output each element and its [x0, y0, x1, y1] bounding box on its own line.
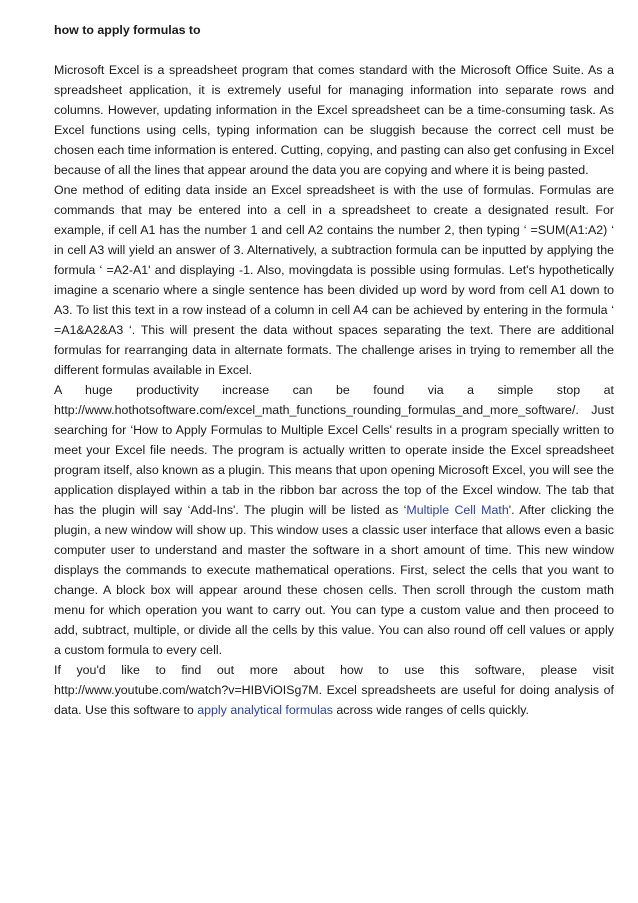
paragraph-plugin: [54, 380, 614, 660]
paragraph-intro: Microsoft Excel is a spreadsheet program that comes standard with the Microsoft Office Suite. As a spreadsheet application, it is extremely useful for managing information into separate rows and columns. However, updating information in the Excel spreadsheet can be a time-consuming task. As Excel functions using cells, typing information can be sluggish because the correct cell must be chosen each time information is entered. Cutting, copying, and pasting can also get confusing in Excel because of all the lines that appear around the data you are copying and where it is being pasted.: [54, 63, 614, 177]
closing-text-before: If you'd like to find out more about how to use this software, please visit http://www.youtube.com/watch?v=HIBViOISg7M. Excel spreadsheets are useful for doing analysis of data. Use this software to: [54, 663, 614, 717]
plugin-text-after: '. After clicking the plugin, a new window will show up. This window uses a classic user interface that allows even a basic computer user to understand and master the software in a short amount of time. This new window displays the commands to execute mathematical operations. First, select the cells that you want to change. A block box will appear around these chosen cells. Then scroll through the custom math menu for which operation you want to carry out. You can type a custom value and then proceed to add, subtract, multiple, or divide all the cells by this value. You can also round off cell values or apply a custom formula to every cell.: [54, 503, 614, 657]
document-page: [54, 20, 614, 720]
plugin-text-before: A huge productivity increase can be found via a simple stop at http://www.hothotsoftware.com/excel_math_functions_rounding_formulas_and_more_software/. Just searching for ‘How to Apply Formulas to Multiple Excel Cells' results in a program specially written to meet your Excel file needs. The program is actually written to operate inside the Excel spreadsheet program itself, also known as a plugin. This means that upon opening Microsoft Excel, you will see the application displayed within a tab in the ribbon bar across the top of the Excel window. The tab that has the plugin will say ‘Add-Ins'. The plugin will be listed as ‘: [54, 383, 614, 517]
closing-text-after: across wide ranges of cells quickly.: [332, 703, 529, 717]
paragraph-closing: [54, 660, 614, 720]
document-title: how to apply formulas to: [54, 23, 201, 37]
apply-analytical-formulas-link[interactable]: apply analytical formulas: [197, 703, 333, 717]
multiple-cell-math-link[interactable]: Multiple Cell Math: [406, 503, 509, 517]
paragraph-formulas: One method of editing data inside an Excel spreadsheet is with the use of formulas. Formulas are commands that may be entered into a cell in a spreadsheet to create a designated result. For example, if cell A1 has the number 1 and cell A2 contains the number 2, then typing ‘ =SUM(A1:A2) ‘ in cell A3 will yield an answer of 3. Alternatively, a subtraction formula can be inputted by applying the formula ‘ =A2-A1' and displaying -1. Also, movingdata is possible using formulas. Let's hypothetically imagine a scenario where a single sentence has been divided up word by word from cell A1 down to A3. To list this text in a row instead of a column in cell A4 can be achieved by entering in the formula ‘ =A1&A2&A3 ‘. This will present the data without spaces separating the text. There are additional formulas for rearranging data in alternate formats. The challenge arises in trying to remember all the different formulas available in Excel.: [54, 183, 614, 377]
